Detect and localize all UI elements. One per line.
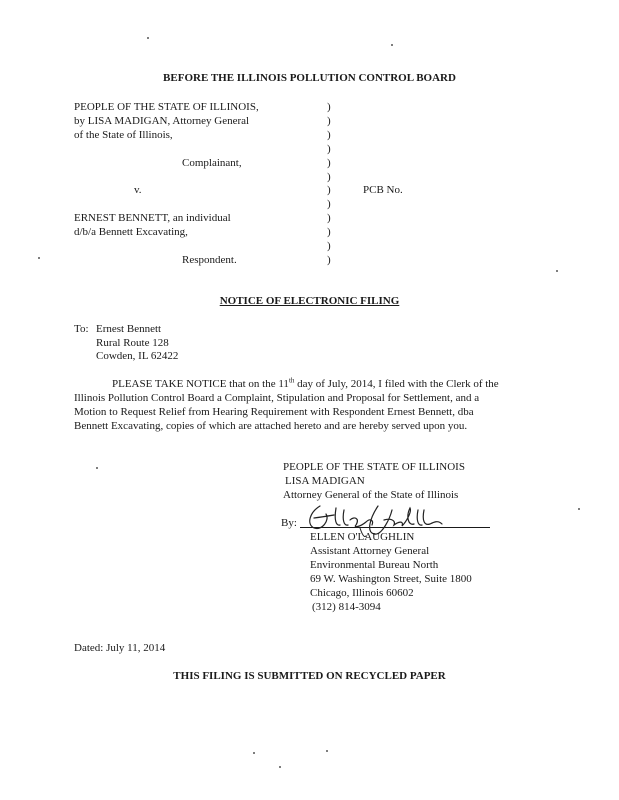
signer-phone: (312) 814-3094 (312, 601, 381, 613)
notice-body-text: PLEASE TAKE NOTICE that on the 11 (112, 378, 289, 390)
ordinal-suffix: th (288, 376, 295, 385)
address-line-1: Ernest Bennett (96, 323, 162, 335)
caption-paren: ) (327, 157, 331, 169)
scan-speck (38, 257, 40, 259)
caption-paren: ) (327, 184, 331, 196)
scan-speck (253, 752, 255, 754)
scan-speck (147, 37, 149, 39)
signer-bureau: Environmental Bureau North (310, 559, 439, 571)
signature-party-line-2: LISA MADIGAN (285, 475, 365, 487)
signature-party-line-1: PEOPLE OF THE STATE OF ILLINOIS (283, 461, 465, 473)
caption-paren: ) (327, 226, 331, 238)
caption-paren: ) (327, 254, 331, 266)
scan-speck (391, 44, 393, 46)
signer-city: Chicago, Illinois 60602 (310, 587, 414, 599)
respondent-label: Respondent. (182, 254, 237, 266)
recycled-paper-notice: THIS FILING IS SUBMITTED ON RECYCLED PAPER (173, 670, 446, 682)
scan-speck (279, 766, 281, 768)
board-title: BEFORE THE ILLINOIS POLLUTION CONTROL BOARD (163, 72, 456, 84)
signer-name: ELLEN O'LAUGHLIN (310, 531, 415, 543)
signer-title: Assistant Attorney General (310, 545, 430, 557)
caption-paren: ) (327, 129, 331, 141)
signer-street: 69 W. Washington Street, Suite 1800 (310, 573, 472, 585)
notice-body-line-2: Illinois Pollution Control Board a Complaint, Stipulation and Proposal for Settlement, and a (74, 392, 480, 404)
plaintiff-line-2: by LISA MADIGAN, Attorney General (74, 115, 250, 127)
complainant-label: Complainant, (182, 157, 242, 169)
caption-paren: ) (327, 143, 331, 155)
notice-body-line-4: Bennett Excavating, copies of which are attached hereto and are hereby served upon you. (74, 420, 468, 432)
scan-speck (326, 750, 328, 752)
notice-body-text: day of July, 2014, I filed with the Clerk of the (294, 378, 499, 390)
scan-speck (578, 508, 580, 510)
dated-line: Dated: July 11, 2014 (74, 642, 166, 654)
caption-paren: ) (327, 212, 331, 224)
respondent-line-1: ERNEST BENNETT, an individual (74, 212, 231, 224)
scan-speck (96, 467, 98, 469)
address-line-2: Rural Route 128 (96, 337, 169, 349)
address-line-3: Cowden, IL 62422 (96, 350, 179, 362)
notice-title: NOTICE OF ELECTRONIC FILING (219, 295, 400, 307)
caption-paren: ) (327, 171, 331, 183)
to-label: To: (74, 323, 89, 335)
notice-body-line-1 (112, 377, 499, 391)
by-label: By: (281, 517, 297, 529)
signature-party-line-3: Attorney General of the State of Illinois (283, 489, 459, 501)
scan-speck (556, 270, 558, 272)
caption-paren: ) (327, 101, 331, 113)
caption-paren: ) (327, 198, 331, 210)
plaintiff-line-1: PEOPLE OF THE STATE OF ILLINOIS, (74, 101, 259, 113)
notice-body-line-3: Motion to Request Relief from Hearing Requirement with Respondent Ernest Bennett, dba (74, 406, 474, 418)
respondent-line-2: d/b/a Bennett Excavating, (74, 226, 188, 238)
plaintiff-line-3: of the State of Illinois, (74, 129, 173, 141)
caption-paren: ) (327, 240, 331, 252)
versus-label: v. (134, 184, 142, 196)
case-number-label: PCB No. (363, 184, 403, 196)
caption-paren: ) (327, 115, 331, 127)
